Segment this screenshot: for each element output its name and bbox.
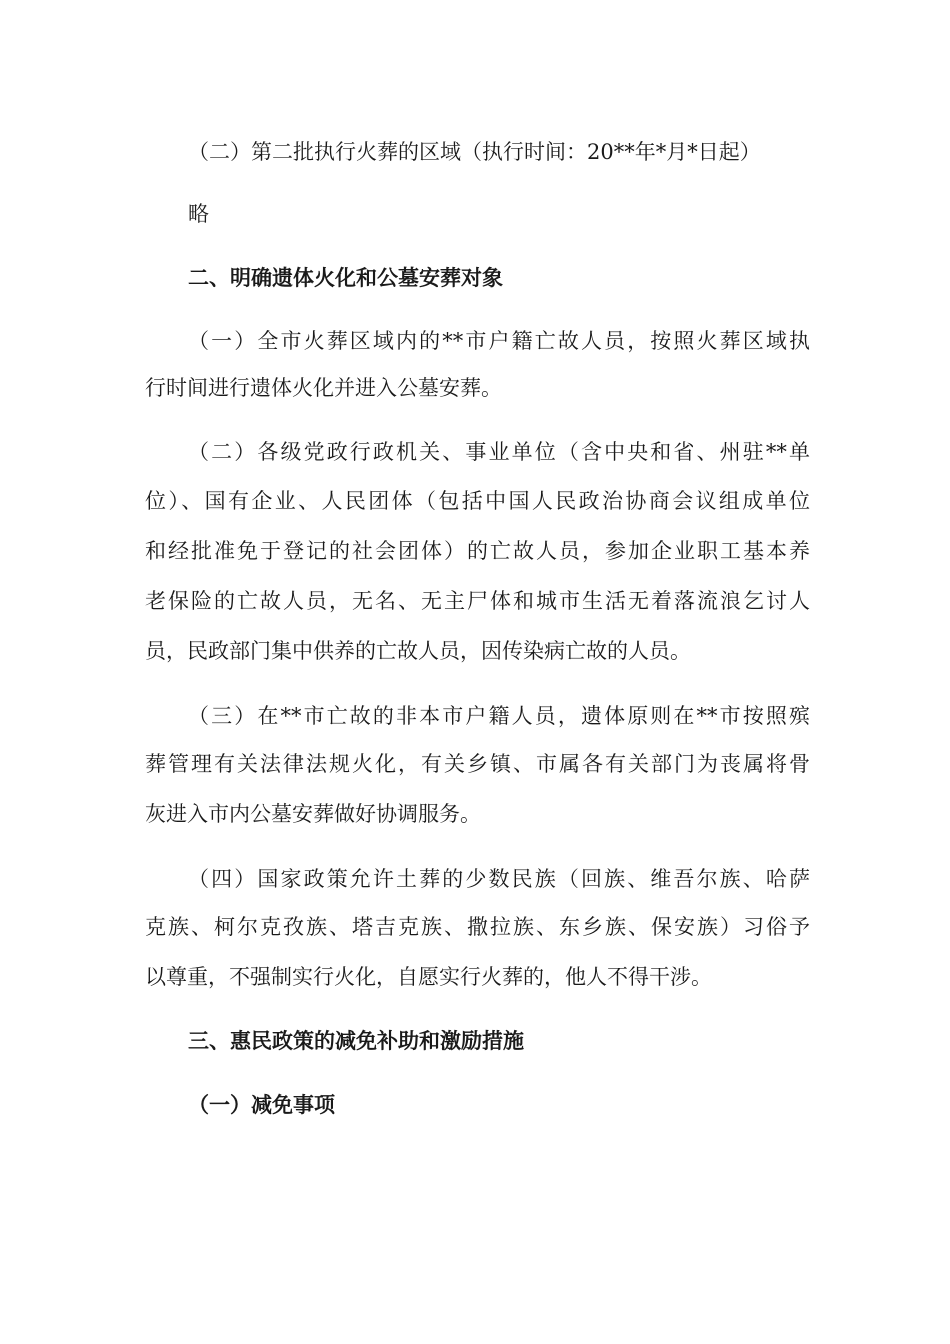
paragraph-line: 和经批准免于登记的社会团体）的亡故人员，参加企业职工基本养 xyxy=(145,539,810,563)
section-heading-2: 二、明确遗体火化和公墓安葬对象 xyxy=(188,265,503,290)
section-heading-3: 三、惠民政策的减免补助和激励措施 xyxy=(188,1028,524,1053)
paragraph-line: （二）各级党政行政机关、事业单位（含中央和省、州驻**单 xyxy=(188,440,810,464)
paragraph-line: 行时间进行遗体火化并进入公墓安葬。 xyxy=(145,376,502,400)
paragraph-line: 克族、柯尔克孜族、塔吉克族、撒拉族、东乡族、保安族）习俗予 xyxy=(145,915,810,939)
section-batch-body: 略 xyxy=(188,202,209,226)
paragraph-line: 以尊重，不强制实行火化，自愿实行火葬的，他人不得干涉。 xyxy=(145,965,712,989)
paragraph-line: （三）在**市亡故的非本市户籍人员，遗体原则在**市按照殡 xyxy=(188,704,810,728)
section-batch-heading: （二）第二批执行火葬的区域（执行时间：20**年*月*日起） xyxy=(188,140,761,164)
paragraph-line: 员，民政部门集中供养的亡故人员，因传染病亡故的人员。 xyxy=(145,639,691,663)
paragraph-line: 灰进入市内公墓安葬做好协调服务。 xyxy=(145,802,481,826)
paragraph-line: （四）国家政策允许土葬的少数民族（回族、维吾尔族、哈萨 xyxy=(188,867,810,891)
paragraph-line: 葬管理有关法律法规火化，有关乡镇、市属各有关部门为丧属将骨 xyxy=(145,752,810,776)
subsection-heading: （一）减免事项 xyxy=(188,1092,335,1117)
paragraph-line: 老保险的亡故人员，无名、无主尸体和城市生活无着落流浪乞讨人 xyxy=(145,589,810,613)
paragraph-line: 位）、国有企业、人民团体（包括中国人民政治协商会议组成单位 xyxy=(145,489,810,513)
paragraph-line: （一）全市火葬区域内的**市户籍亡故人员，按照火葬区域执 xyxy=(188,329,810,353)
